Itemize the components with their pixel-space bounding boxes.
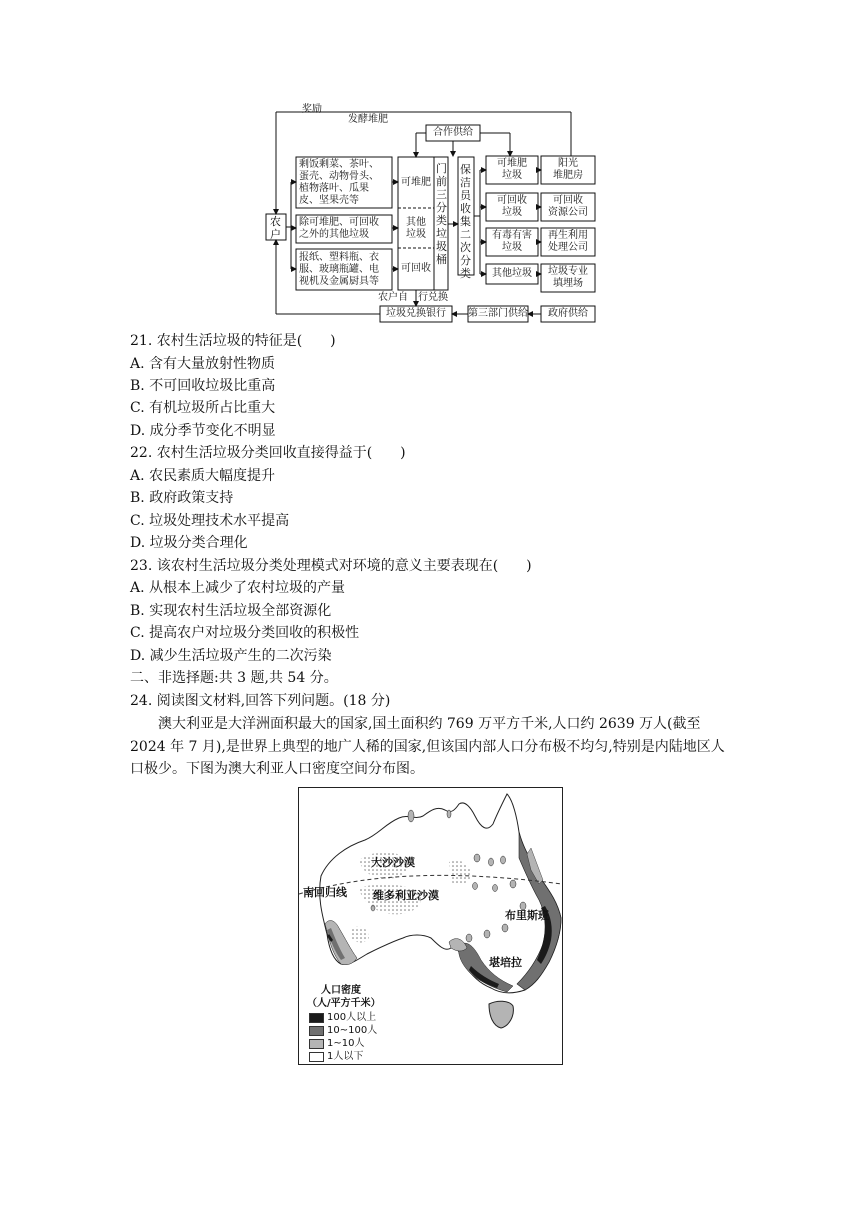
option-22b: B. 政府政策支持 xyxy=(130,490,234,506)
reward-label: 奖励 xyxy=(302,104,322,115)
category-other: 其他 垃圾 xyxy=(406,217,426,240)
option-22a: A. 农民素质大幅度提升 xyxy=(130,468,276,484)
dest-landfill: 垃圾专业 填埋场 xyxy=(548,266,588,289)
cleaner-box: 保洁员收集二次分类 xyxy=(460,163,471,280)
question-21: 21. 农村生活垃圾的特征是( ) xyxy=(130,333,336,349)
legend-item xyxy=(307,1051,397,1063)
dest-resource: 可回收 资源公司 xyxy=(548,195,588,218)
canberra-label: 堪培拉 xyxy=(489,956,522,969)
secondary-other: 其他垃圾 xyxy=(492,268,532,279)
farmer-box: 农户 xyxy=(270,215,281,241)
option-23d: D. 减少生活垃圾产生的二次污染 xyxy=(130,648,332,664)
question-22: 22. 农村生活垃圾分类回收直接得益于( ) xyxy=(130,445,406,461)
option-23b: B. 实现农村生活垃圾全部资源化 xyxy=(130,603,332,619)
option-21c: C. 有机垃圾所占比重大 xyxy=(130,400,276,416)
secondary-hazard: 有毒有害 垃圾 xyxy=(492,230,532,253)
door-bins-box: 门前三分类垃圾桶 xyxy=(436,162,447,266)
option-21b: B. 不可回收垃圾比重高 xyxy=(130,378,276,394)
dest-reuse: 再生利用 处理公司 xyxy=(548,230,588,253)
garbage-flow-diagram xyxy=(258,104,604,326)
compost-ferment-label: 发酵堆肥 xyxy=(348,114,388,125)
legend-title: 人口密度 xyxy=(321,985,361,996)
self-exchange-label: 农户自 行兑换 xyxy=(378,292,448,303)
waste-food-box: 剩饭剩菜、茶叶、 蛋壳、动物骨头、 植物落叶、瓜果 皮、坚果壳等 xyxy=(299,159,379,206)
legend-label: 1~10人 xyxy=(327,1038,365,1049)
category-recycle: 可回收 xyxy=(401,263,431,274)
option-22c: C. 垃圾处理技术水平提高 xyxy=(130,513,290,529)
tropic-label: 南回归线 xyxy=(303,886,347,899)
secondary-compost: 可堆肥 垃圾 xyxy=(497,158,527,181)
great-sandy-desert-label: 大沙沙漠 xyxy=(371,856,415,869)
question-24-material: 澳大利亚是大洋洲面积最大的国家,国土面积约 769 万平方千米,人口约 2639 万人(截至 2024 年 7 月),是世界上典型的地广人稀的国家,但该国内部人口分布极不均匀,特别是内陆地区人口极少。下图为澳大利亚人口密度空间分布图。 xyxy=(130,716,725,777)
map-legend xyxy=(307,984,397,1063)
question-24: 24. 阅读图文材料,回答下列问题。(18 分) xyxy=(130,693,391,709)
option-22d: D. 垃圾分类合理化 xyxy=(130,535,248,551)
legend-unit: （人/平方千米） xyxy=(307,998,381,1009)
category-compost: 可堆肥 xyxy=(401,177,431,188)
option-21d: D. 成分季节变化不明显 xyxy=(130,423,276,439)
government-box: 政府供给 xyxy=(548,308,588,319)
legend-item xyxy=(307,1012,397,1024)
legend-swatch xyxy=(309,1013,324,1023)
legend-item xyxy=(307,1038,397,1050)
option-21a: A. 含有大量放射性物质 xyxy=(130,356,276,372)
legend-swatch xyxy=(309,1026,324,1036)
option-23c: C. 提高农户对垃圾分类回收的积极性 xyxy=(130,625,360,641)
legend-label: 1人以下 xyxy=(327,1051,364,1062)
question-23: 23. 该农村生活垃圾分类处理模式对环境的意义主要表现在( ) xyxy=(130,558,532,574)
legend-item xyxy=(307,1025,397,1037)
cooperative-supply-box: 合作供给 xyxy=(433,127,473,138)
australia-population-density-map xyxy=(298,787,563,1065)
legend-swatch xyxy=(309,1039,324,1049)
great-victoria-desert-label: 维多利亚沙漠 xyxy=(373,889,439,902)
third-party-box: 第三部门供给 xyxy=(468,308,528,319)
legend-label: 100人以上 xyxy=(327,1012,377,1023)
waste-other-box: 除可堆肥、可回收 之外的其他垃圾 xyxy=(299,217,379,240)
dest-sun-compost: 阳光 堆肥房 xyxy=(553,158,583,181)
legend-label: 10~100人 xyxy=(327,1025,378,1036)
brisbane-label: 布里斯班 xyxy=(505,909,549,922)
section-2-heading: 二、非选择题:共 3 题,共 54 分。 xyxy=(130,670,338,686)
exchange-bank-box: 垃圾兑换银行 xyxy=(386,308,446,319)
waste-recycle-box: 报纸、塑料瓶、衣 服、玻璃瓶罐、电 视机及金属厨具等 xyxy=(299,252,379,287)
secondary-recycle: 可回收 垃圾 xyxy=(497,195,527,218)
legend-swatch xyxy=(309,1052,324,1062)
option-23a: A. 从根本上减少了农村垃圾的产量 xyxy=(130,580,346,596)
